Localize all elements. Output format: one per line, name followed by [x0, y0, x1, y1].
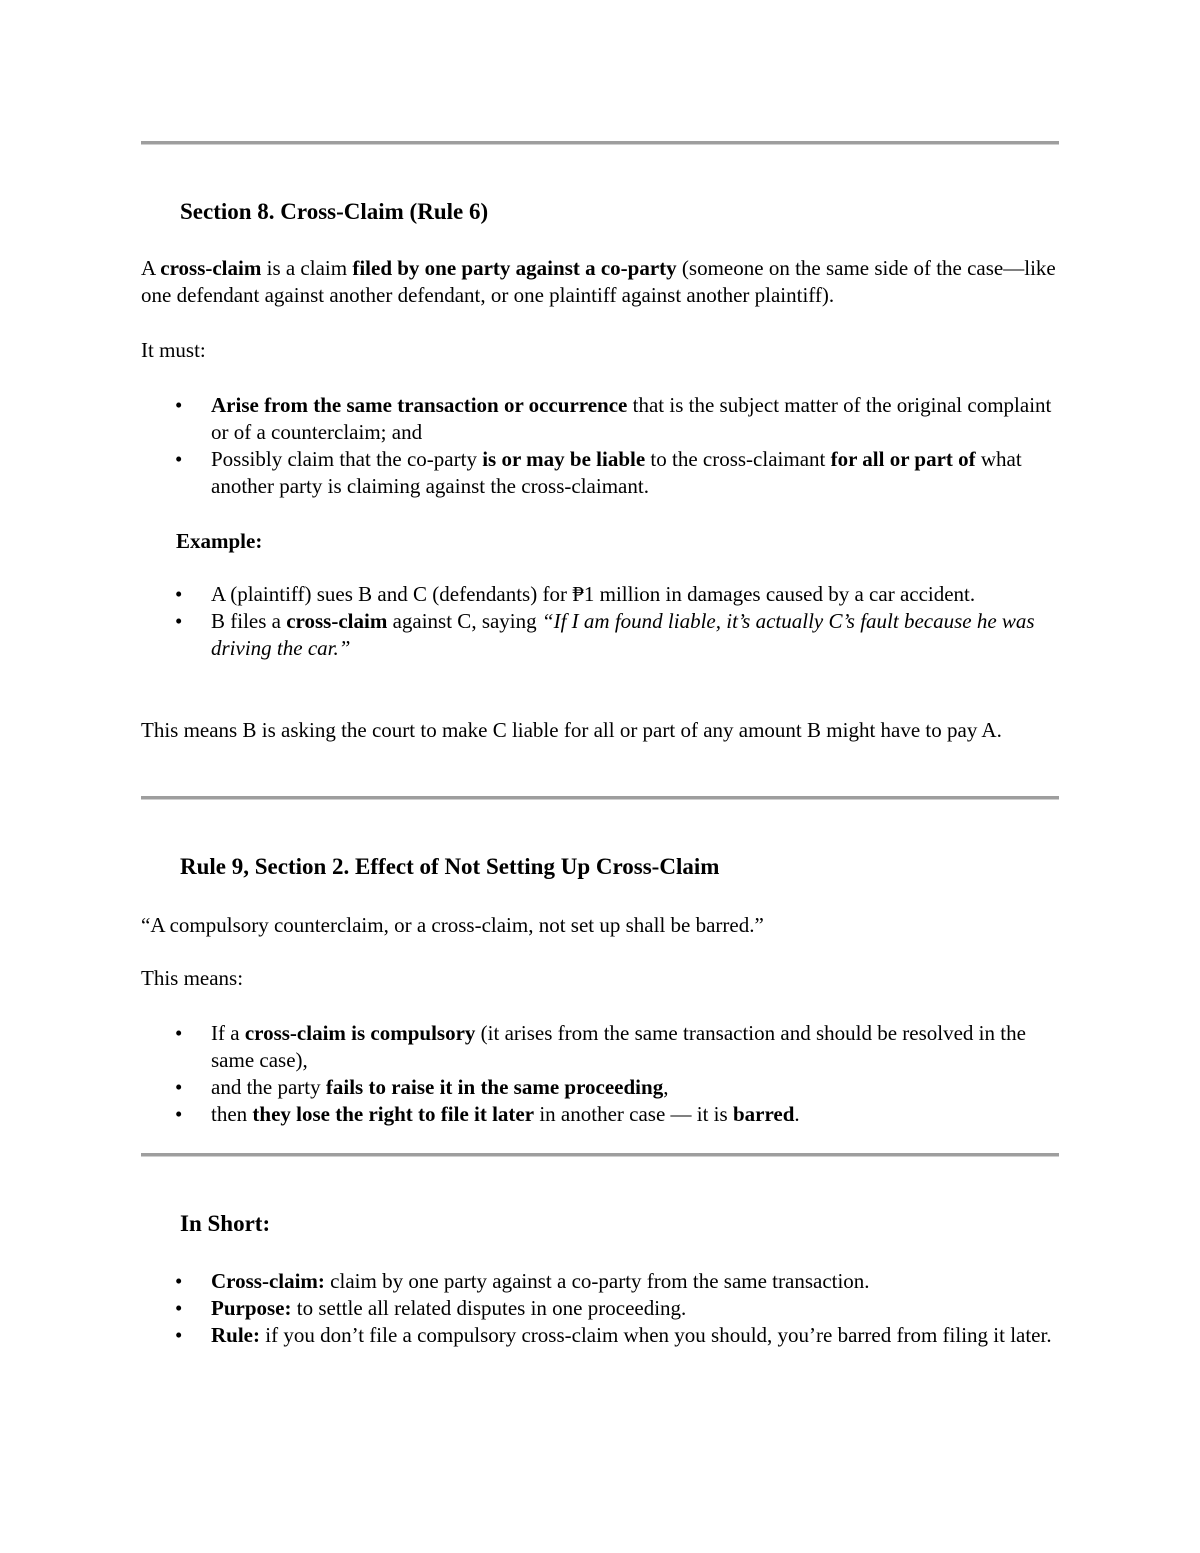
- horizontal-rule: [141, 1153, 1059, 1157]
- bullet-icon: •: [175, 1269, 183, 1293]
- list-item: • If a cross-claim is compulsory (it arises from the same transaction and should be resolved in the same case),: [175, 1021, 1026, 1072]
- list-item: • A (plaintiff) sues B and C (defendants) for ₱1 million in damages caused by a car accident.: [175, 582, 976, 606]
- bullet-icon: •: [175, 582, 183, 606]
- list-item: • then they lose the right to file it later in another case — it is barred.: [175, 1102, 800, 1126]
- summary-list: [141, 1268, 1059, 1349]
- this-means-label: This means:: [141, 966, 244, 990]
- bullet-icon: •: [175, 393, 183, 417]
- list-item: • Purpose: to settle all related disputes in one proceeding.: [175, 1296, 687, 1320]
- examples-list: [141, 581, 1059, 662]
- list-item: • Arise from the same transaction or occurrence that is the subject matter of the original complaint or of a counterclaim; and: [175, 393, 1052, 444]
- meaning-paragraph: This means B is asking the court to make C liable for all or part of any amount B might have to pay A.: [141, 718, 1002, 742]
- bullet-icon: •: [175, 1075, 183, 1099]
- bullet-icon: •: [175, 1323, 183, 1347]
- rule-9-points-list: [141, 1020, 1059, 1128]
- bullet-icon: •: [175, 1296, 183, 1320]
- list-item: • B files a cross-claim against C, saying “If I am found liable, it’s actually C’s fault because he was driving the car.”: [175, 609, 1035, 660]
- rule-9-heading: Rule 9, Section 2. Effect of Not Setting Up Cross-Claim: [180, 854, 720, 879]
- it-must-label: It must:: [141, 338, 206, 362]
- bullet-icon: •: [175, 1102, 183, 1126]
- list-item: • Cross-claim: claim by one party against a co-party from the same transaction.: [175, 1269, 870, 1293]
- horizontal-rule: [141, 141, 1059, 145]
- list-item: • Rule: if you don’t file a compulsory cross-claim when you should, you’re barred from filing it later.: [175, 1323, 1052, 1347]
- section-8-heading: Section 8. Cross-Claim (Rule 6): [180, 199, 489, 224]
- requirements-list: [141, 392, 1059, 500]
- example-label: Example:: [176, 529, 263, 553]
- cross-claim-definition: A cross-claim is a claim filed by one party against a co-party (someone on the same side of the case—like one defendant against another defendant, or one plaintiff against another plaintiff).: [141, 256, 1056, 307]
- bullet-icon: •: [175, 609, 183, 633]
- list-item: • and the party fails to raise it in the same proceeding,: [175, 1075, 669, 1099]
- bullet-icon: •: [175, 447, 183, 471]
- rule-9-quote: “A compulsory counterclaim, or a cross-claim, not set up shall be barred.”: [141, 913, 764, 937]
- bullet-icon: •: [175, 1021, 183, 1045]
- list-item: • Possibly claim that the co-party is or may be liable to the cross-claimant for all or part of what another party is claiming against the cross-claimant.: [175, 447, 1022, 498]
- summary-heading: In Short:: [180, 1211, 271, 1236]
- horizontal-rule: [141, 796, 1059, 800]
